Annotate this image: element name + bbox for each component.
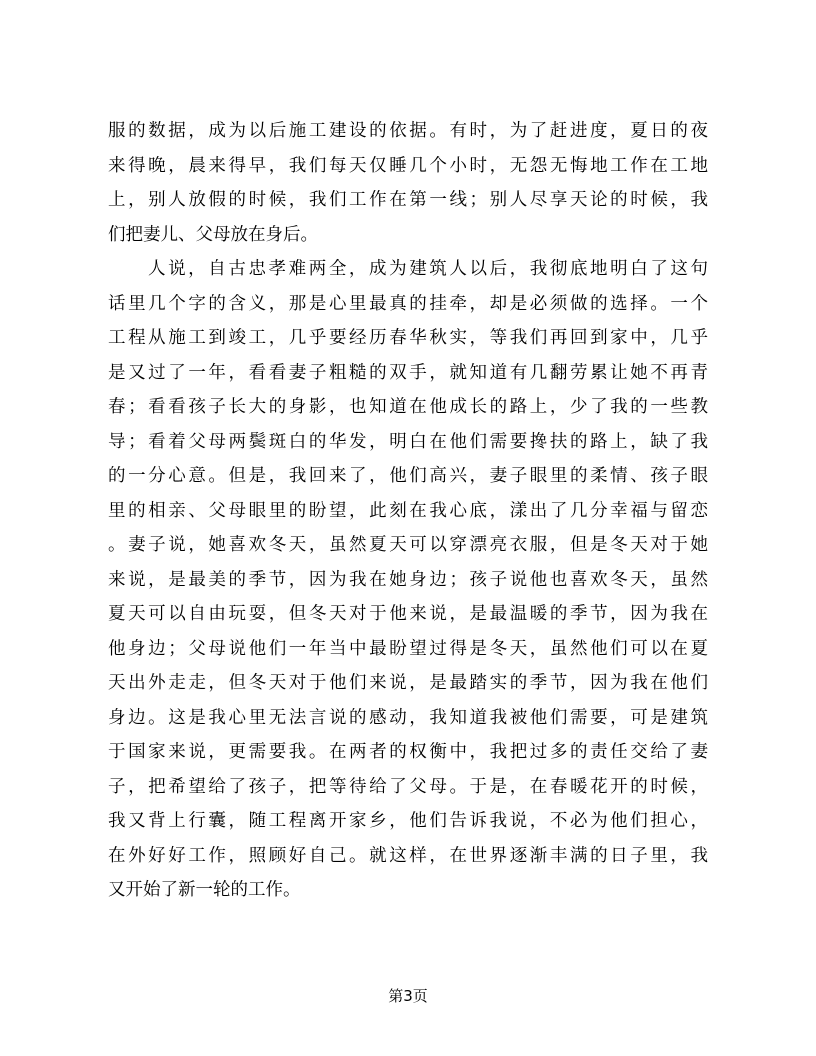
text-line: 的一分心意。但是，我回来了，他们高兴，妻子眼里的柔情、孩子眼 [108,466,708,486]
text-line: 人说，自古忠孝难两全，成为建筑人以后，我彻底地明白了这句 [148,259,708,279]
text-line: 话里几个字的含义，那是心里最真的挂牵，却是必须做的选择。一个 [108,293,708,314]
text-line: 在外好好工作，照顾好自己。就这样，在世界逐渐丰满的日子里，我 [108,845,708,866]
text-line: 上，别人放假的时候，我们工作在第一线；别人尽享天论的时候，我 [108,190,708,210]
text-line: 夏天可以自由玩耍，但冬天对于他来说，是最温暖的季节，因为我在 [108,604,708,624]
text-line: 。妻子说，她喜欢冬天，虽然夏天可以穿漂亮衣服，但是冬天对于她 [108,535,708,555]
paragraph-1 [108,114,708,252]
text-line: 里的相亲、父母眼里的盼望，此刻在我心底，漾出了几分幸福与留恋 [108,500,708,521]
text-line: 工程从施工到竣工，几乎要经历春华秋实，等我们再回到家中，几乎 [108,328,708,348]
text-line: 春；看看孩子长大的身影，也知道在他成长的路上，少了我的一些教 [108,397,708,417]
text-line: 我又背上行囊，随工程离开家乡，他们告诉我说，不必为他们担心， [108,811,708,831]
text-line: 子，把希望给了孩子，把等待给了父母。于是，在春暖花开的时候， [108,776,708,797]
page-number: 第3页 [388,987,428,1005]
text-line: 服的数据，成为以后施工建设的依据。有时，为了赶进度，夏日的夜 [108,121,708,141]
text-line: 身边。这是我心里无法言说的感动，我知道我被他们需要，可是建筑 [108,707,708,728]
text-line: 是又过了一年，看看妻子粗糙的双手，就知道有几翻劳累让她不再青 [108,362,708,383]
text-line: 又开始了新一轮的工作。 [108,880,301,900]
text-line: 们把妻儿、父母放在身后。 [108,224,318,245]
paragraph-2 [108,252,708,908]
text-line: 于国家来说，更需要我。在两者的权衡中，我把过多的责任交给了妻 [108,742,708,762]
text-line: 导；看着父母两鬓斑白的华发，明白在他们需要搀扶的路上，缺了我 [108,431,708,452]
document-body [108,114,708,908]
text-line: 来得晚，晨来得早，我们每天仅睡几个小时，无怨无悔地工作在工地 [108,155,708,176]
text-line: 来说，是最美的季节，因为我在她身边；孩子说他也喜欢冬天，虽然 [108,569,708,590]
text-line: 他身边；父母说他们一年当中最盼望过得是冬天，虽然他们可以在夏 [108,638,708,659]
text-line: 天出外走走，但冬天对于他们来说，是最踏实的季节，因为我在他们 [108,673,708,693]
